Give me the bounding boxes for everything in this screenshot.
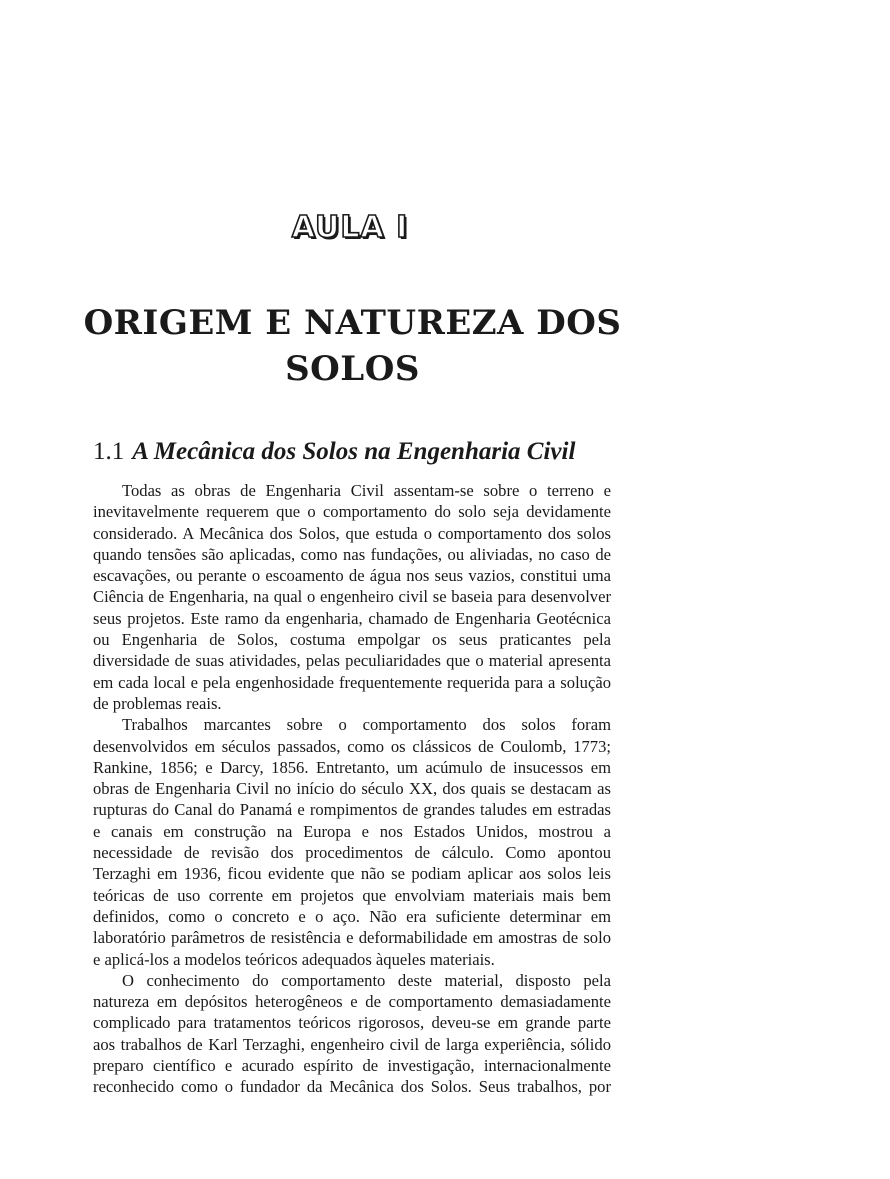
lesson-label bbox=[0, 210, 700, 245]
body-text bbox=[93, 480, 611, 1098]
section-number: 1.1 bbox=[93, 438, 125, 465]
section-heading bbox=[93, 438, 575, 466]
section-title: A Mecânica dos Solos na Engenharia Civil bbox=[132, 438, 576, 465]
paragraph: Todas as obras de Engenharia Civil assentam-se sobre o terreno e inevitavelmente requerem que o comportamento do solo seja devidamente considerado. A Mecânica dos Solos, que estuda o comportamento dos solos quando tensões são aplicadas, como nas fundações, ou aliviadas, no caso de escavações, ou perante o escoamento de água nos seus vazios, constitui uma Ciência de Engenharia, na qual o engenheiro civil se baseia para desenvolver seus projetos. Este ramo da engenharia, chamado de Engenharia Geotécnica ou Engenharia de Solos, costuma empolgar os seus praticantes pela diversidade de suas atividades, pelas peculiaridades que o material apresenta em cada local e pela engenhosidade frequentemente requerida para a solução de problemas reais. bbox=[93, 481, 611, 713]
paragraph: O conhecimento do comportamento deste material, disposto pela natureza em depósitos heterogêneos e de comportamento demasiadamente complicado para tratamentos teóricos rigorosos, deveu-se em grande parte aos trabalhos de Karl Terzaghi, engenheiro civil de larga experiência, sólido preparo científico e acurado espírito de investigação, internacionalmente reconhecido como o fundador da Mecânica dos Solos. Seus trabalhos, por bbox=[93, 970, 611, 1097]
chapter-title-line2: SOLOS bbox=[285, 349, 420, 389]
paragraph: Trabalhos marcantes sobre o comportamento dos solos foram desenvolvidos em séculos passados, como os clássicos de Coulomb, 1773; Rankine, 1856; e Darcy, 1856. Entretanto, um acúmulo de insucessos em obras de Engenharia Civil no início do século XX, dos quais se destacam as rupturas do Canal do Panamá e rompimentos de grandes taludes em estradas e canais em construção na Europa e nos Estados Unidos, mostrou a necessidade de revisão dos procedimentos de cálculo. Como apontou Terzaghi em 1936, ficou evidente que não se podiam aplicar aos solos leis teóricas de uso corrente em projetos que envolviam materiais mais bem definidos, como o concreto e o aço. Não era suficiente determinar em laboratório parâmetros de resistência e deformabilidade em amostras de solo e aplicá-los a modelos teóricos adequados àqueles materiais. bbox=[93, 715, 611, 969]
chapter-title bbox=[0, 300, 705, 392]
lesson-label-text: AULA I bbox=[291, 210, 409, 245]
chapter-title-line1: ORIGEM E NATUREZA DOS bbox=[83, 303, 622, 343]
